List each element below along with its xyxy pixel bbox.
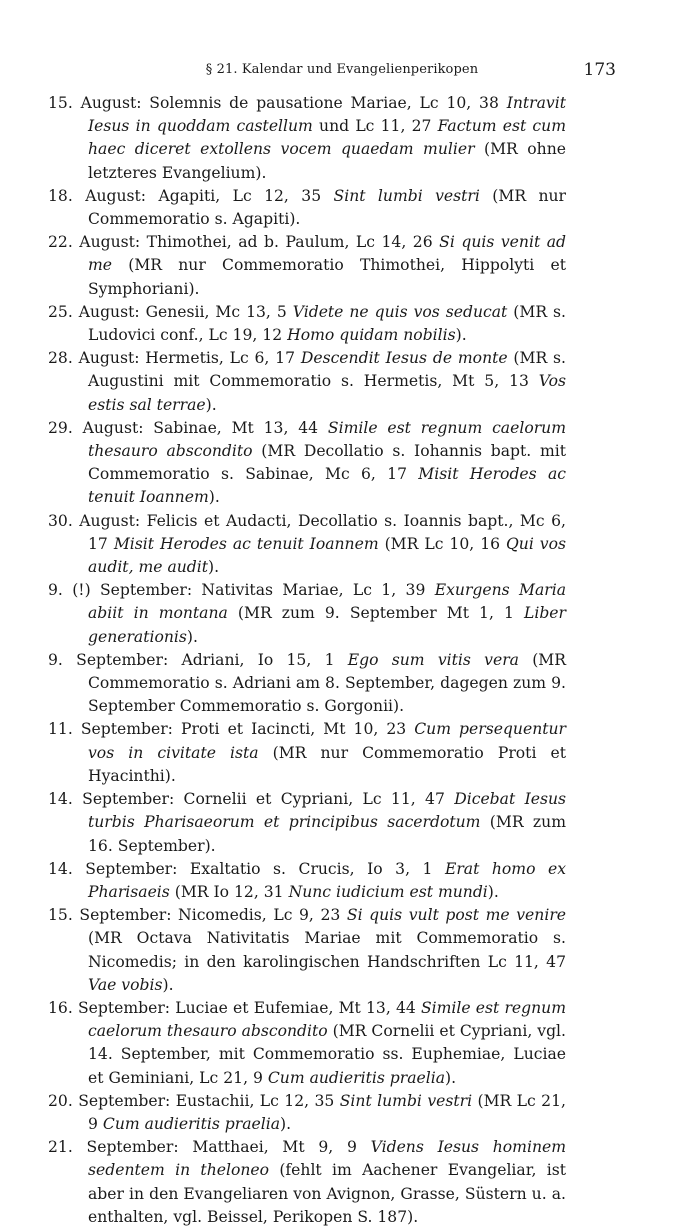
calendar-entry [48, 1090, 566, 1136]
calendar-entry [48, 858, 566, 904]
entry-text: ). [455, 326, 467, 345]
entry-text: (MR ohne letzteres Evangelium). [88, 140, 566, 182]
running-header-title: § 21. Kalendar und Evangelienperikopen [205, 62, 479, 77]
pericope-incipit: Vos estis sal terrae [88, 372, 566, 414]
entry-text: (MR nur Commemoratio Thimothei, Hippolyti et Symphoriani). [88, 256, 566, 298]
entry-text: ). [487, 882, 499, 901]
calendar-entry [48, 231, 566, 301]
entry-text: (MR Commemoratio s. Adriani am 8. September, dagegen zum 9. September Commemoratio s. Gorgonii). [88, 650, 566, 716]
entry-text: 9. (!) September: Nativitas Mariae, Lc 1, 39 [48, 581, 435, 600]
pericope-incipit: Homo quidam nobilis [287, 326, 456, 345]
entry-text: 28. August: Hermetis, Lc 6, 17 [48, 349, 301, 368]
entry-text: (MR Decollatio s. Iohannis bapt. mit Commemoratio s. Sabinae, Mc 6, 17 [88, 442, 567, 484]
entry-text: ). [205, 395, 217, 414]
pericope-incipit: Exurgens Maria abiit in montana [88, 581, 566, 623]
calendar-entry [48, 301, 566, 347]
pericope-incipit: Cum audieritis praelia [267, 1068, 446, 1087]
entry-text: 30. August: Felicis et Audacti, Decollatio s. Ioannis bapt., Mc 6, 17 [48, 511, 566, 553]
entry-text: 14. September: Exaltatio s. Crucis, Io 3, 1 [48, 859, 445, 878]
entry-text: ). [280, 1114, 292, 1133]
entry-text: ). [208, 558, 220, 577]
pericope-incipit: Factum est cum haec diceret extollens vocem quaedam mulier [88, 117, 566, 159]
pericope-incipit: Si quis vult post me venire [346, 906, 566, 925]
entry-text: (fehlt im Aachener Evangeliar, ist aber in den Evangeliaren von Avignon, Grasse, Süstern u. a. enthalten, vgl. Beissel, Perikopen S. 187). [88, 1161, 566, 1226]
entry-text: ). [445, 1068, 457, 1087]
entry-text: ). [208, 488, 220, 507]
calendar-entry [48, 904, 566, 997]
entry-text: 9. September: Adriani, Io 15, 1 [48, 650, 348, 669]
entry-text: 16. September: Luciae et Eufemiae, Mt 13, 44 [48, 998, 421, 1017]
entry-text: 15. August: Solemnis de pausatione Mariae, Lc 10, 38 [48, 94, 507, 112]
entry-text: 18. August: Agapiti, Lc 12, 35 [48, 186, 334, 205]
pericope-incipit: Vae vobis [88, 975, 163, 994]
calendar-entry [48, 1136, 566, 1229]
calendar-entry [48, 347, 566, 417]
entry-text: (MR nur Commemoratio s. Agapiti). [88, 186, 566, 229]
entry-text: 15. September: Nicomedis, Lc 9, 23 [48, 906, 347, 925]
pericope-incipit: Ego sum vitis vera [347, 650, 519, 669]
entry-text: (MR s. Augustini mit Commemoratio s. Hermetis, Mt 5, 13 [88, 349, 566, 391]
entry-text: (MR Lc 21, 9 [88, 1091, 566, 1133]
entry-text: (MR Lc 10, 16 [378, 534, 507, 553]
pericope-incipit: Sint lumbi vestri [333, 186, 480, 205]
pericope-incipit: Simile est regnum caelorum thesauro abscondito [88, 418, 566, 461]
pericope-incipit: Liber generationis [88, 604, 566, 646]
entry-text: 14. September: Cornelii et Cypriani, Lc 11, 47 [48, 790, 455, 809]
pericope-incipit: Qui vos audit, me audit [88, 534, 567, 577]
calendar-entry [48, 579, 566, 649]
entry-text: (MR Io 12, 31 [169, 882, 289, 901]
entry-text: (MR nur Commemoratio Proti et Hyacinthi). [88, 743, 566, 785]
pericope-incipit: Cum audieritis praelia [102, 1114, 281, 1133]
pericope-incipit: Si quis venit ad me [88, 233, 566, 275]
pericope-incipit: Dicebat Iesus turbis Pharisaeorum et principibus sacerdotum [88, 790, 566, 832]
entry-text: 20. September: Eustachii, Lc 12, 35 [48, 1091, 340, 1110]
calendar-entry [48, 997, 566, 1090]
entry-text: 11. September: Proti et Iacincti, Mt 10, 23 [48, 720, 415, 739]
calendar-entry [48, 788, 566, 858]
entry-text: (MR zum 16. September). [88, 813, 566, 855]
entry-text: (MR zum 9. September Mt 1, 1 [227, 604, 524, 623]
entry-text: (MR Cornelii et Cypriani, vgl. 14. September, mit Commemoratio ss. Euphemiae, Luciae et Geminiani, Lc 21, 9 [88, 1022, 566, 1087]
calendar-entry [48, 417, 566, 510]
calendar-entry [48, 510, 566, 580]
pericope-incipit: Videns Iesus hominem sedentem in theloneo [88, 1138, 566, 1180]
entry-text: 25. August: Genesii, Mc 13, 5 [48, 302, 293, 321]
pericope-incipit: Intravit Iesus in quoddam castellum [88, 94, 566, 136]
pericope-incipit: Misit Herodes ac tenuit Ioannem [88, 465, 566, 507]
calendar-entry [48, 185, 566, 231]
calendar-entries [48, 92, 566, 1229]
entry-text: (MR s. Ludovici conf., Lc 19, 12 [88, 302, 566, 345]
calendar-entry [48, 649, 566, 719]
entry-text: 29. August: Sabinae, Mt 13, 44 [48, 418, 328, 437]
pericope-incipit: Misit Herodes ac tenuit Ioannem [113, 534, 379, 553]
entry-text: 21. September: Matthaei, Mt 9, 9 [48, 1138, 371, 1157]
entry-text: ). [162, 975, 174, 994]
calendar-entry [48, 718, 566, 788]
pericope-incipit: Nunc iudicium est mundi [288, 882, 488, 901]
entry-text: und Lc 11, 27 [312, 117, 438, 136]
pericope-incipit: Erat homo ex Pharisaeis [88, 859, 566, 901]
pericope-incipit: Simile est regnum caelorum thesauro abscondito [88, 998, 567, 1041]
entry-text: (MR Octava Nativitatis Mariae mit Commemoratio s. Nicomedis; in den karolingischen Handschriften Lc 11, 47 [88, 929, 566, 971]
pericope-incipit: Descendit Iesus de monte [300, 349, 508, 368]
entry-text: ). [186, 627, 198, 646]
entry-text: 22. August: Thimothei, ad b. Paulum, Lc 14, 26 [48, 233, 440, 252]
calendar-entry [48, 92, 566, 185]
page-number: 173 [583, 60, 616, 80]
pericope-incipit: Cum persequentur vos in civitate ista [88, 720, 566, 762]
running-header [52, 58, 632, 82]
pericope-incipit: Videte ne quis vos seducat [292, 302, 508, 321]
pericope-incipit: Sint lumbi vestri [339, 1091, 473, 1110]
